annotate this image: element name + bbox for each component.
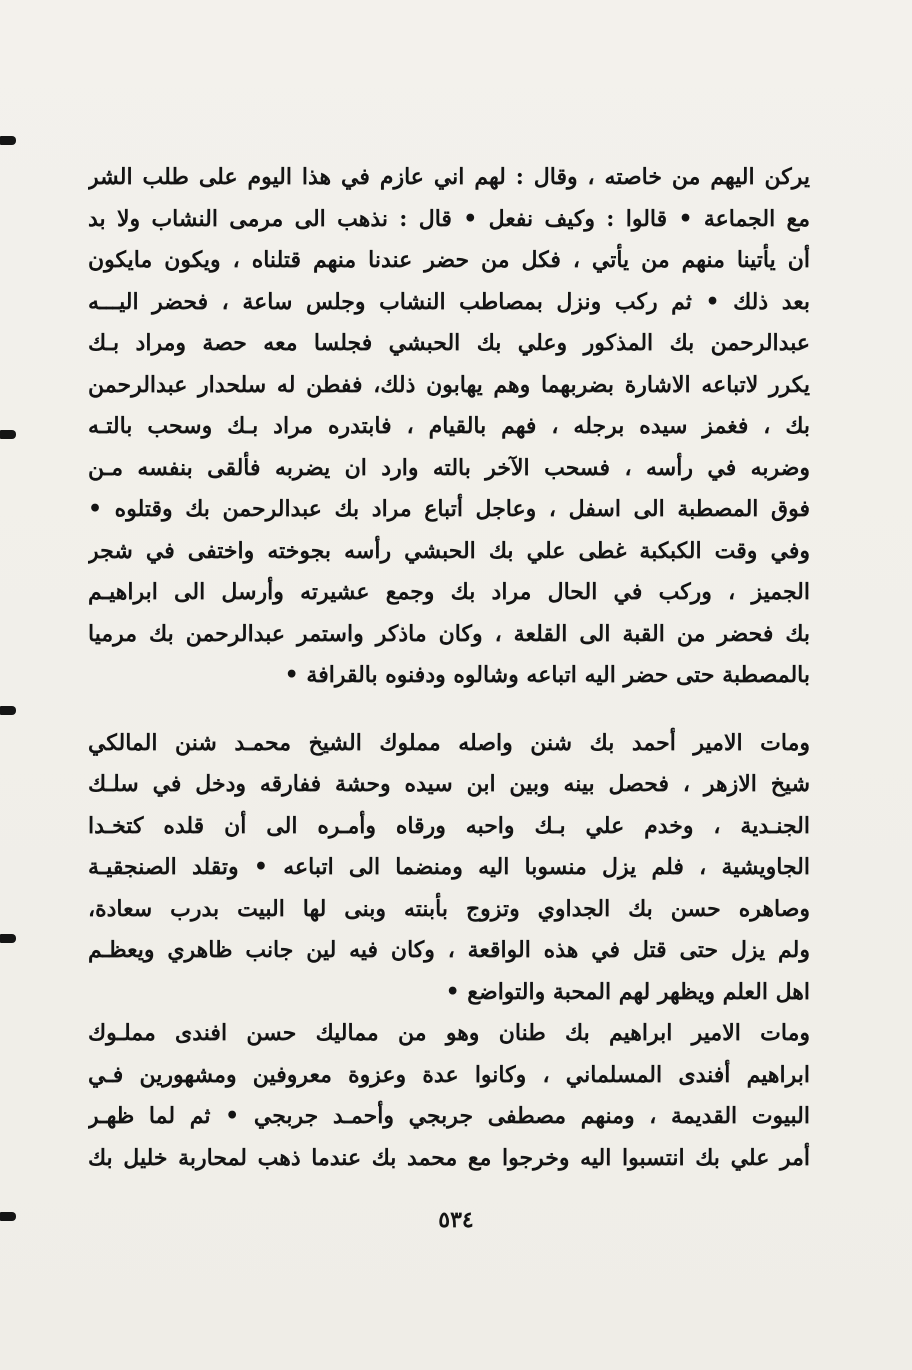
margin-mark — [0, 136, 16, 145]
text-line: عبدالرحمن بك المذكور وعلي بك الحبشي فجلسا معه حصة ومراد بـك — [88, 330, 810, 356]
text-line: ومات الامير ابراهيم بك طنان وهو من مماليك حسن افندى مملـوك — [88, 1020, 810, 1046]
text-line: يكرر لاتباعه الاشارة بضربهما وهم يهابون ذلك، ففطن له سلحدار عبدالرحمن — [88, 371, 810, 398]
paragraph-1 — [88, 157, 810, 697]
text-line: مع الجماعة • قالوا : وكيف نفعل • قال : نذهب الى مرمى النشاب ولا بد — [88, 205, 810, 232]
text-line: الجاويشية ، فلم يزل منسوبا اليه ومنضما الى اتباعه • وتقلد الصنجقيـة — [88, 854, 810, 880]
text-line: الجميز ، وركب في الحال مراد بك وجمع عشيرته وأرسل الى ابراهيـم — [88, 579, 810, 605]
text-line: بعد ذلك • ثم ركب ونزل بمصاطب النشاب وجلس ساعة ، فحضر اليـــه — [88, 288, 810, 315]
text-line: اهل العلم ويظهر لهم المحبة والتواضع • — [445, 978, 810, 1005]
text-line: بك ، فغمز سيده برجله ، فهم بالقيام ، فابتدره مراد بـك وسحب بالتـه — [88, 413, 810, 439]
paragraph-gap — [88, 697, 810, 723]
text-line: فوق المصطبة الى اسفل ، وعاجل أتباع مراد بك عبدالرحمن بك وقتلوه • — [88, 496, 810, 522]
text-line: ابراهيم أفندى المسلماني ، وكانوا عدة وعزوة معروفين ومشهورين فـي — [88, 1061, 810, 1088]
text-line: ولم يزل حتى قتل في هذه الواقعة ، وكان فيه لين جانب ظاهري ويعظـم — [88, 937, 810, 963]
margin-mark — [0, 934, 16, 943]
text-line: وفي وقت الكبكبة غطى علي بك الحبشي رأسه بجوخته واختفى في شجر — [88, 537, 810, 564]
paragraph-2 — [88, 723, 810, 1014]
text-line: بك فحضر من القبة الى القلعة ، وكان ماذكر واستمر عبدالرحمن بك مرميا — [88, 620, 810, 647]
text-line: بالمصطبة حتى حضر اليه اتباعه وشالوه ودفنوه بالقرافة • — [284, 662, 810, 688]
text-line: يركن اليهم من خاصته ، وقال : لهم اني عازم في هذا اليوم على طلب الشر — [88, 164, 810, 190]
text-line: وضربه في رأسه ، فسحب الآخر بالته وارد ان يضربه فألقى بنفسه مـن — [88, 454, 810, 481]
text-line: الجنـدية ، وخدم علي بـك واحبه ورقاه وأمـره الى أن قلده كتخـدا — [88, 812, 810, 839]
page-number: ٥٣٤ — [438, 1207, 474, 1233]
text-line: أن يأتينا منهم من يأتي ، فكل من حضر عندنا منهم قتلناه ، ويكون مايكون — [88, 247, 810, 273]
margin-mark — [0, 706, 16, 715]
text-line: وصاهره حسن بك الجداوي وتزوج بأبنته وبنى لها البيت بدرب سعادة، — [88, 895, 810, 922]
body-text — [88, 157, 810, 1179]
text-line: البيوت القديمة ، ومنهم مصطفى جربجي وأحمـد جربجي • ثم لما ظهـر — [88, 1103, 810, 1129]
text-line: شيخ الازهر ، فحصل بينه وبين ابن سيده وحشة ففارقه ودخل في سلـك — [88, 771, 810, 797]
text-line: ومات الامير أحمد بك شنن واصله مملوك الشيخ محمـد شنن المالكي — [88, 729, 810, 756]
margin-mark — [0, 430, 16, 439]
paragraph-3 — [88, 1013, 810, 1179]
text-line: أمر علي بك انتسبوا اليه وخرجوا مع محمد بك عندما ذهب لمحاربة خليل بك — [88, 1144, 810, 1171]
